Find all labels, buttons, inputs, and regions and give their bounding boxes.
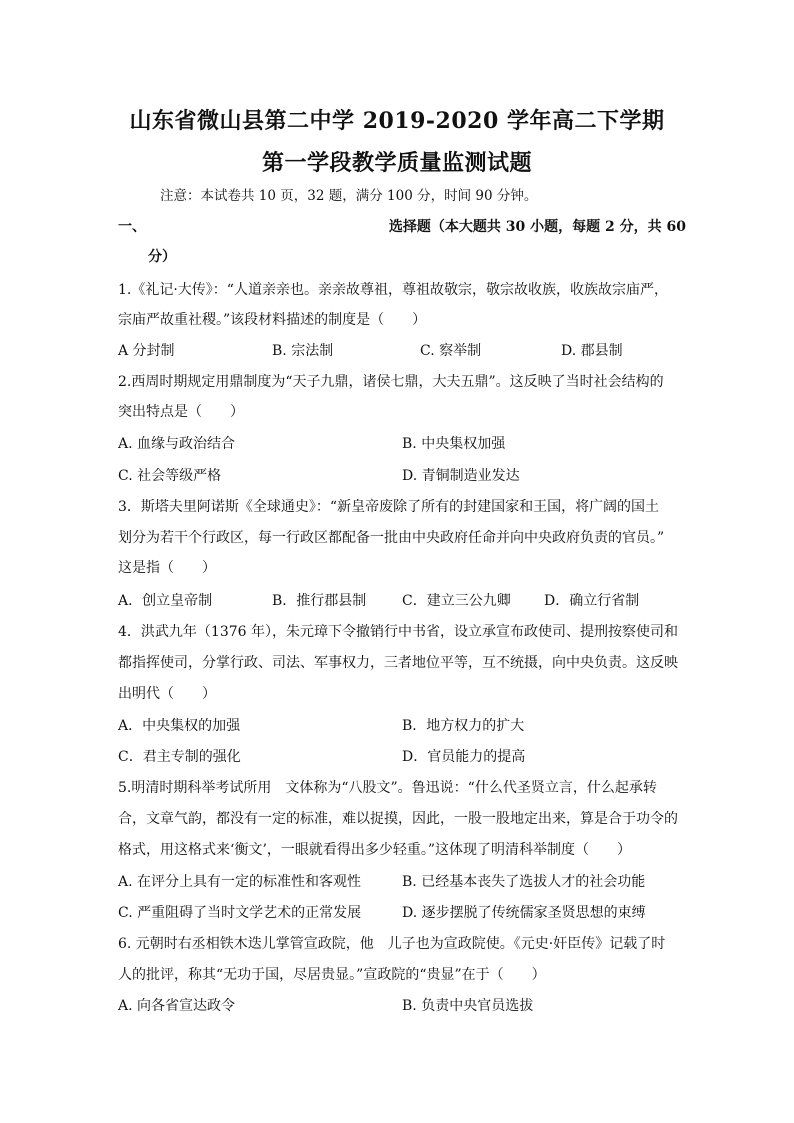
q2-option-b: B. 中央集权加强: [402, 436, 506, 452]
question-2-line-1: 2.西周时期规定用鼎制度为“天子九鼎，诸侯七鼎，大夫五鼎”。这反映了当时社会结构的: [118, 374, 664, 390]
q4-option-b: B．地方权力的扩大: [402, 718, 525, 734]
question-5-line-3: 格式，用这格式来‘衡文’，一眼就看得出多少轻重。”这体现了明清科举制度（ ）: [118, 842, 632, 858]
question-2-line-2: 突出特点是（ ）: [118, 404, 244, 420]
q2-option-c: C. 社会等级严格: [118, 468, 222, 484]
exam-title-line2: 第一学段教学质量监测试题: [261, 150, 532, 176]
q4-option-a: A．中央集权的加强: [118, 718, 241, 734]
q5-option-d: D. 逐步摆脱了传统儒家圣贤思想的束缚: [402, 905, 646, 921]
q6-option-b: B. 负责中央官员选拔: [402, 998, 534, 1014]
q1-option-a: A 分封制: [118, 343, 175, 359]
section-heading: 选择题（本大题共 30 小题，每题 2 分，共 60: [388, 219, 686, 235]
question-3-line-2: 划分为若干个行政区，每一行政区都配备一批由中央政府任命并向中央政府负责的官员。”: [118, 530, 665, 546]
question-1-line-1: 1.《礼记·大传》：“人道亲亲也。亲亲故尊祖，尊祖故敬宗，敬宗故收族，收族故宗庙严，: [118, 282, 668, 298]
question-4-line-3: 出明代（ ）: [118, 686, 216, 702]
section-heading-tail: 分）: [148, 249, 176, 265]
exam-title-line1: 山东省微山县第二中学 2019-2020 学年高二下学期: [129, 108, 665, 134]
question-1-line-2: 宗庙严故重社稷。”该段材料描述的制度是（ ）: [118, 312, 427, 328]
q4-option-c: C．君主专制的强化: [118, 749, 241, 765]
q3-option-c: C．建立三公九卿: [402, 593, 511, 609]
q1-option-d: D. 郡县制: [561, 343, 623, 359]
question-5-line-1: 5.明清时期科举考试所用 文体称为“八股文”。鲁迅说：“什么代圣贤立言，什么起承转: [118, 780, 657, 796]
q2-option-a: A. 血缘与政治结合: [118, 436, 236, 452]
question-3-line-3: 这是指（ ）: [118, 560, 216, 576]
question-3-line-1: 3．斯塔夫里阿诺斯《全球通史》：“新皇帝废除了所有的封建国家和王国，将广阔的国土: [118, 499, 660, 515]
q6-option-a: A. 向各省宣达政令: [118, 998, 236, 1014]
q3-option-d: D．确立行省制: [544, 593, 640, 609]
question-6-line-2: 人的批评，称其“无功于国，尽居贵显。”宣政院的“贵显”在于（ ）: [118, 967, 546, 983]
question-6-line-1: 6. 元朝时右丞相铁木迭儿掌管宣政院，他 儿子也为宣政院使。《元史·奸臣传》记载了时: [118, 936, 666, 952]
q5-option-a: A. 在评分上具有一定的标准性和客观性: [118, 874, 362, 890]
q2-option-d: D. 青铜制造业发达: [402, 468, 520, 484]
q5-option-c: C. 严重阻碍了当时文学艺术的正常发展: [118, 905, 362, 921]
q1-option-b: B. 宗法制: [272, 343, 334, 359]
question-5-line-2: 合，文章气韵，都没有一定的标准，难以捉摸，因此，一股一股地定出来，算是合于功令的: [118, 811, 678, 827]
q3-option-b: B．推行郡县制: [272, 593, 367, 609]
question-4-line-2: 都指挥使司，分掌行政、司法、军事权力，三者地位平等，互不统摄，向中央负责。这反映: [118, 655, 678, 671]
q5-option-b: B. 已经基本丧失了选拔人才的社会功能: [402, 874, 646, 890]
section-number: 一、: [118, 219, 146, 235]
q3-option-a: A．创立皇帝制: [118, 593, 213, 609]
exam-notice: 注意：本试卷共 10 页，32 题，满分 100 分，时间 90 分钟。: [160, 188, 538, 204]
question-4-line-1: 4．洪武九年（1376 年），朱元璋下令撤销行中书省，设立承宣布政使司、提刑按察使司和: [118, 624, 678, 640]
q1-option-c: C. 察举制: [420, 343, 482, 359]
q4-option-d: D．官员能力的提高: [402, 749, 526, 765]
